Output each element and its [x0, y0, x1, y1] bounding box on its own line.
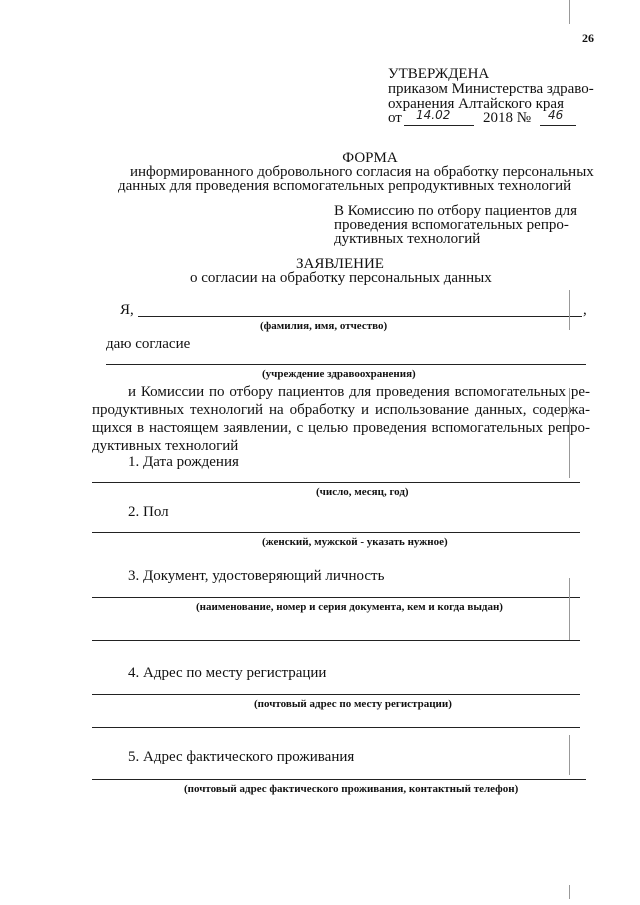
form-subtitle-line-1: информированного добровольного согласия на обработку персональных: [130, 164, 594, 180]
field-residence-line: [92, 779, 586, 780]
approval-year-no: 2018 №: [483, 110, 532, 126]
addressee-line-1: В Комиссию по отбору пациентов для: [334, 203, 577, 219]
scan-mark: [569, 885, 570, 899]
field-registration-line-1: [92, 694, 580, 695]
statement-subtitle: о согласии на обработку персональных данных: [190, 270, 492, 286]
field-registration-caption: (почтовый адрес по месту регистрации): [254, 698, 452, 710]
field-registration-label: 4. Адрес по месту регистрации: [128, 665, 327, 681]
approval-number-handwritten: 46: [548, 108, 564, 122]
field-registration-line-2: [92, 727, 580, 728]
institution-caption: (учреждение здравоохранения): [262, 368, 416, 380]
i-label: Я,: [120, 302, 134, 318]
addressee-line-3: дуктивных технологий: [334, 231, 481, 247]
field-document-label: 3. Документ, удостоверяющий личность: [128, 568, 385, 584]
scan-mark: [569, 388, 570, 478]
scan-mark: [569, 0, 570, 24]
field-document-line-2: [92, 640, 580, 641]
institution-line: [106, 364, 586, 365]
scan-mark: [569, 578, 570, 640]
paragraph-line-1: и Комиссии по отбору пациентов для проведения вспомогательных ре-: [128, 384, 590, 400]
fio-line: [138, 316, 582, 317]
approval-date-handwritten: 14.02: [416, 108, 451, 122]
consent-text: даю согласие: [106, 336, 191, 352]
field-residence-label: 5. Адрес фактического проживания: [128, 749, 355, 765]
i-comma: ,: [583, 302, 587, 318]
fio-caption: (фамилия, имя, отчество): [260, 320, 388, 332]
field-document-line-1: [92, 597, 580, 598]
field-birthdate-line: [92, 482, 580, 483]
paragraph-line-4: дуктивных технологий: [92, 438, 239, 454]
approval-date-underline: [404, 125, 474, 126]
field-birthdate-caption: (число, месяц, год): [316, 486, 409, 498]
paragraph-line-3: щихся в настоящем заявлении, с целью проведения вспомогательных репро-: [92, 420, 590, 436]
statement-title: ЗАЯВЛЕНИЕ: [296, 256, 384, 272]
field-sex-line: [92, 532, 580, 533]
field-sex-caption: (женский, мужской - указать нужное): [262, 536, 448, 548]
approval-line-2: охранения Алтайского края: [388, 96, 564, 112]
approval-date-prefix: от: [388, 110, 402, 126]
scan-mark: [569, 290, 570, 330]
approval-number-underline: [540, 125, 576, 126]
field-sex-label: 2. Пол: [128, 504, 169, 520]
field-residence-caption: (почтовый адрес фактического проживания, контактный телефон): [184, 783, 519, 795]
field-document-caption: (наименование, номер и серия документа, кем и когда выдан): [196, 601, 503, 613]
scan-mark: [569, 735, 570, 775]
page-number: 26: [582, 31, 594, 45]
form-title: ФОРМА: [342, 150, 398, 166]
form-subtitle-line-2: данных для проведения вспомогательных репродуктивных технологий: [118, 178, 572, 194]
approval-line-1: приказом Министерства здраво-: [388, 81, 594, 97]
field-birthdate-label: 1. Дата рождения: [128, 454, 239, 470]
approval-title: УТВЕРЖДЕНА: [388, 66, 490, 82]
paragraph-line-2: продуктивных технологий на обработку и использование данных, содержа-: [92, 402, 590, 418]
addressee-line-2: проведения вспомогательных репро-: [334, 217, 569, 233]
